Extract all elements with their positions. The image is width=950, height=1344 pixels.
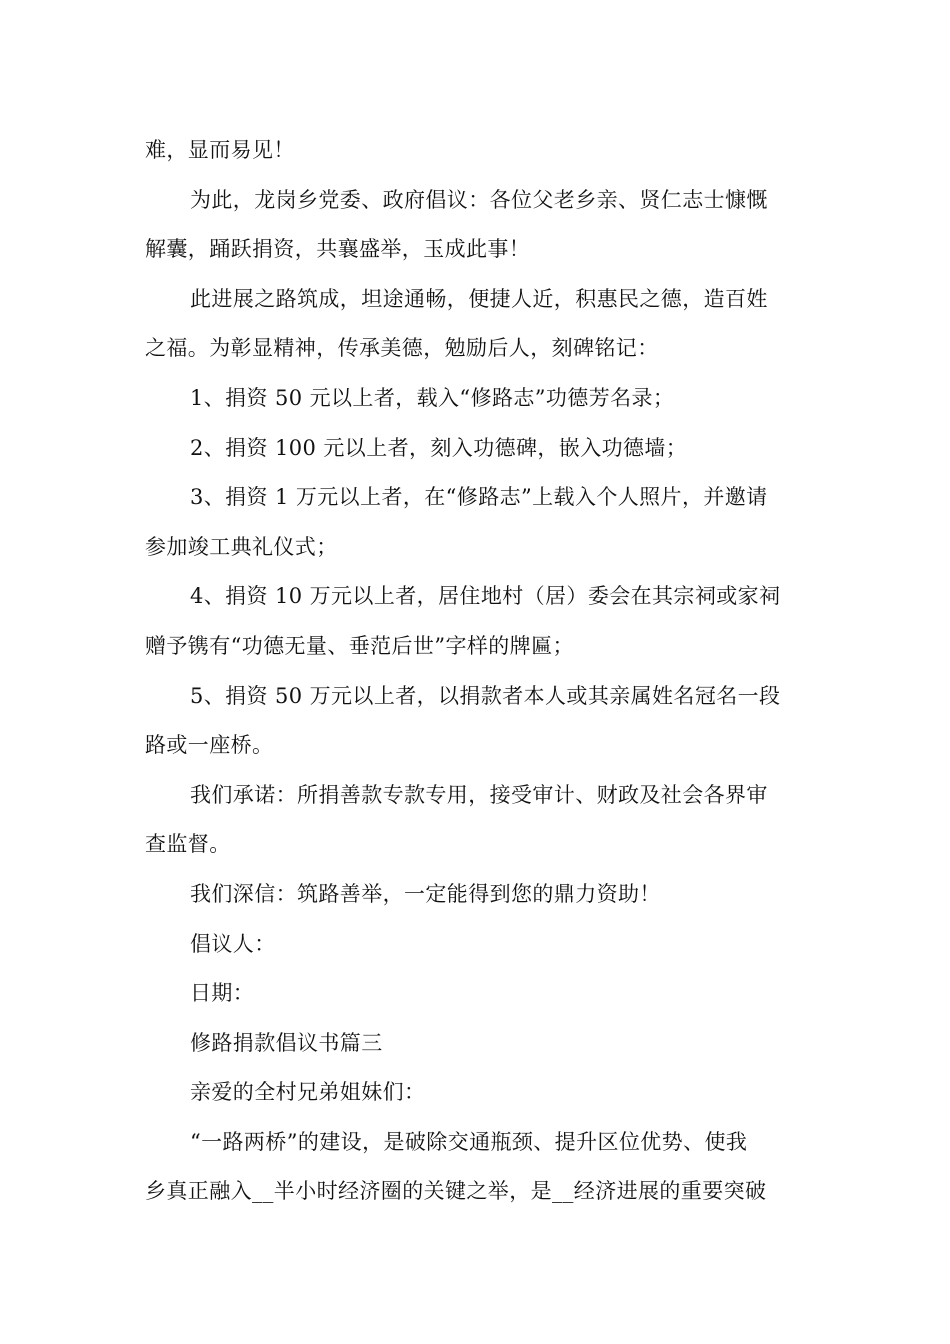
- text-line: 我们深信：筑路善举，一定能得到您的鼎力资助！: [190, 881, 661, 906]
- text-line: 路或一座桥。: [145, 733, 274, 758]
- text-line: 难，显而易见！: [145, 138, 295, 162]
- date-label: 日期：: [190, 981, 255, 1006]
- text-line: 为此，龙岗乡党委、政府倡议：各位父老乡亲、贤仁志士慷慨: [190, 187, 768, 212]
- section-title: 修路捐款倡议书篇三: [190, 1030, 383, 1055]
- document-body: [145, 126, 815, 1217]
- salutation: 亲爱的全村兄弟姐妹们：: [190, 1080, 426, 1105]
- list-item: 4、捐资 10 万元以上者，居住地村（居）委会在其宗祠或家祠: [190, 584, 781, 609]
- list-item: 3、捐资 1 万元以上者，在“修路志”上载入个人照片，并邀请: [190, 485, 768, 510]
- list-item: 1、捐资 50 元以上者，载入“修路志”功德芳名录；: [190, 385, 675, 410]
- text-line: 赠予镌有“功德无量、垂范后世”字样的牌匾；: [145, 633, 574, 658]
- signatory-label: 倡议人：: [190, 931, 276, 956]
- text-line: 乡真正融入__半小时经济圈的关键之举，是__经济进展的重要突破: [145, 1179, 767, 1204]
- list-item: 5、捐资 50 万元以上者，以捐款者本人或其亲属姓名冠名一段: [190, 683, 781, 708]
- text-line: 此进展之路筑成，坦途通畅，便捷人近，积惠民之德，造百姓: [190, 286, 768, 311]
- list-item: 2、捐资 100 元以上者，刻入功德碑，嵌入功德墙；: [190, 435, 688, 460]
- text-line: 之福。为彰显精神，传承美德，勉励后人，刻碑铭记：: [145, 336, 659, 361]
- text-line: 查监督。: [145, 832, 231, 857]
- text-line: 参加竣工典礼仪式；: [145, 534, 338, 559]
- text-line: 解囊，踊跃捐资，共襄盛举，玉成此事！: [145, 237, 531, 262]
- text-line: 我们承诺：所捐善款专款专用，接受审计、财政及社会各界审: [190, 782, 768, 807]
- text-line: “一路两桥”的建设，是破除交通瓶颈、提升区位优势、使我: [190, 1129, 748, 1154]
